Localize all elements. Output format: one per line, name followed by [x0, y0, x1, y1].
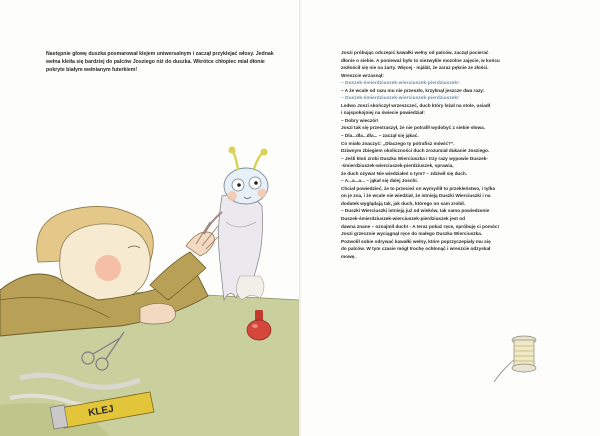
right-page — [300, 0, 600, 436]
text-line: dodatek wyglądają tak, jak duch, którego on sam zrobił. — [341, 200, 465, 206]
text-line: dłonie o siebie. A ponieważ było to niezwykle mozolne zajęcie, w końcu — [341, 57, 500, 63]
boy-hand-lower — [140, 303, 176, 324]
thread-spool-icon — [490, 330, 550, 386]
left-paragraph: Następnie głowę duszka posmarował klejem uniwersalnym i zaczął przyklejać włosy. Jednak wełna kleiła się bardziej do palców Josziego niż do duszka. Wkrótce chłopiec miał dłonie pokryte białym wełnianym futerkiem! — [46, 51, 274, 74]
text-line: – Duszek-śmierdziuszek-wierciuszek-pierdziuszek! — [341, 95, 459, 101]
text-line: Ledwo Joszi skończył wrzeszczeć, duch który leżał na stole, usiadł — [341, 102, 491, 108]
text-line: Joszi tak się przestraszył, że nie potrafił wydobyć z siebie słowa. — [341, 125, 486, 131]
text-line: Duszek-śmierdziuszek-wierciuszek-pierdziuszek jest od — [341, 216, 466, 222]
text-line: – A że wcale od razu mu nie przeszło, krzyknął jeszcze dwa razy: — [341, 87, 485, 93]
text-line: – Dobry wieczór! — [341, 117, 379, 123]
text-line: – Duszek-śmierdziuszek-wierciuszek-pierdziuszek! — [341, 80, 459, 86]
text-line: mowę. — [341, 253, 356, 259]
text-line: Co miało znaczyć: „Dlaczego ty potrafisz mówić?”. — [341, 140, 455, 146]
glue-label: KLEJ — [87, 403, 115, 419]
text-line: Dziwnym zbiegiem okoliczności duch zrozumiał dukanie Josziego. — [341, 148, 490, 154]
text-line: Pozwolił sobie odrywać kawałki wełny, które poprzyczepiały mu się — [341, 238, 491, 244]
text-line: – Dla...dla...dla... – zaczął się jąkać. — [341, 133, 419, 139]
text-line: Joszi grzecznie wyciągnął ręce do małego Duszka Wierciuszka. — [341, 231, 483, 237]
text-line: zezłościł się nie na żarty. Więcej - mjálát, że zaraz pęknie ze złości. — [341, 65, 489, 71]
text-line: on je zna, i że wcale nie wiedział, że istnieją Duszki Wierciuszki i na — [341, 193, 491, 199]
boy-cheek — [95, 255, 121, 281]
text-line: do palców. W tym czasie mógł trochę ochłonąć i wreszcie odzyskał — [341, 246, 491, 252]
text-line: Joszi próbując odczepić kawałki wełny od palców, zaczął pocierać — [341, 50, 489, 55]
right-text-block — [341, 49, 573, 260]
text-line: -śmierdziuszek-wierciuszek-pierdziuszek, sprawia, — [341, 163, 454, 169]
text-line: że duch ożywa! Nie wiedziałeś o tym? – zdziwił się duch. — [341, 170, 468, 176]
text-line: – A...a...a... – jąkał się dalej Joschi. — [341, 178, 418, 184]
text-line: i najspokojniej na świecie powiedział: — [341, 110, 425, 116]
text-line: dawna znane – oznajmił duch! - A teraz pokaż ręce, spróbuję ci pomóc! — [341, 223, 500, 229]
text-line: – Jeśli ktoś zrobi Duszka Wierciuszka i trzy razy wypowie Duszek- — [341, 155, 488, 161]
text-line: Wreszcie wrzasnął: — [341, 72, 384, 78]
text-line: Chciał powiedzieć, że to przecież on wymyślił to przekleństwo, i tylko — [341, 185, 496, 191]
text-line: – Duszki Wierciuszki istnieją już od wieków, tak samo powiedzenie — [341, 208, 490, 214]
